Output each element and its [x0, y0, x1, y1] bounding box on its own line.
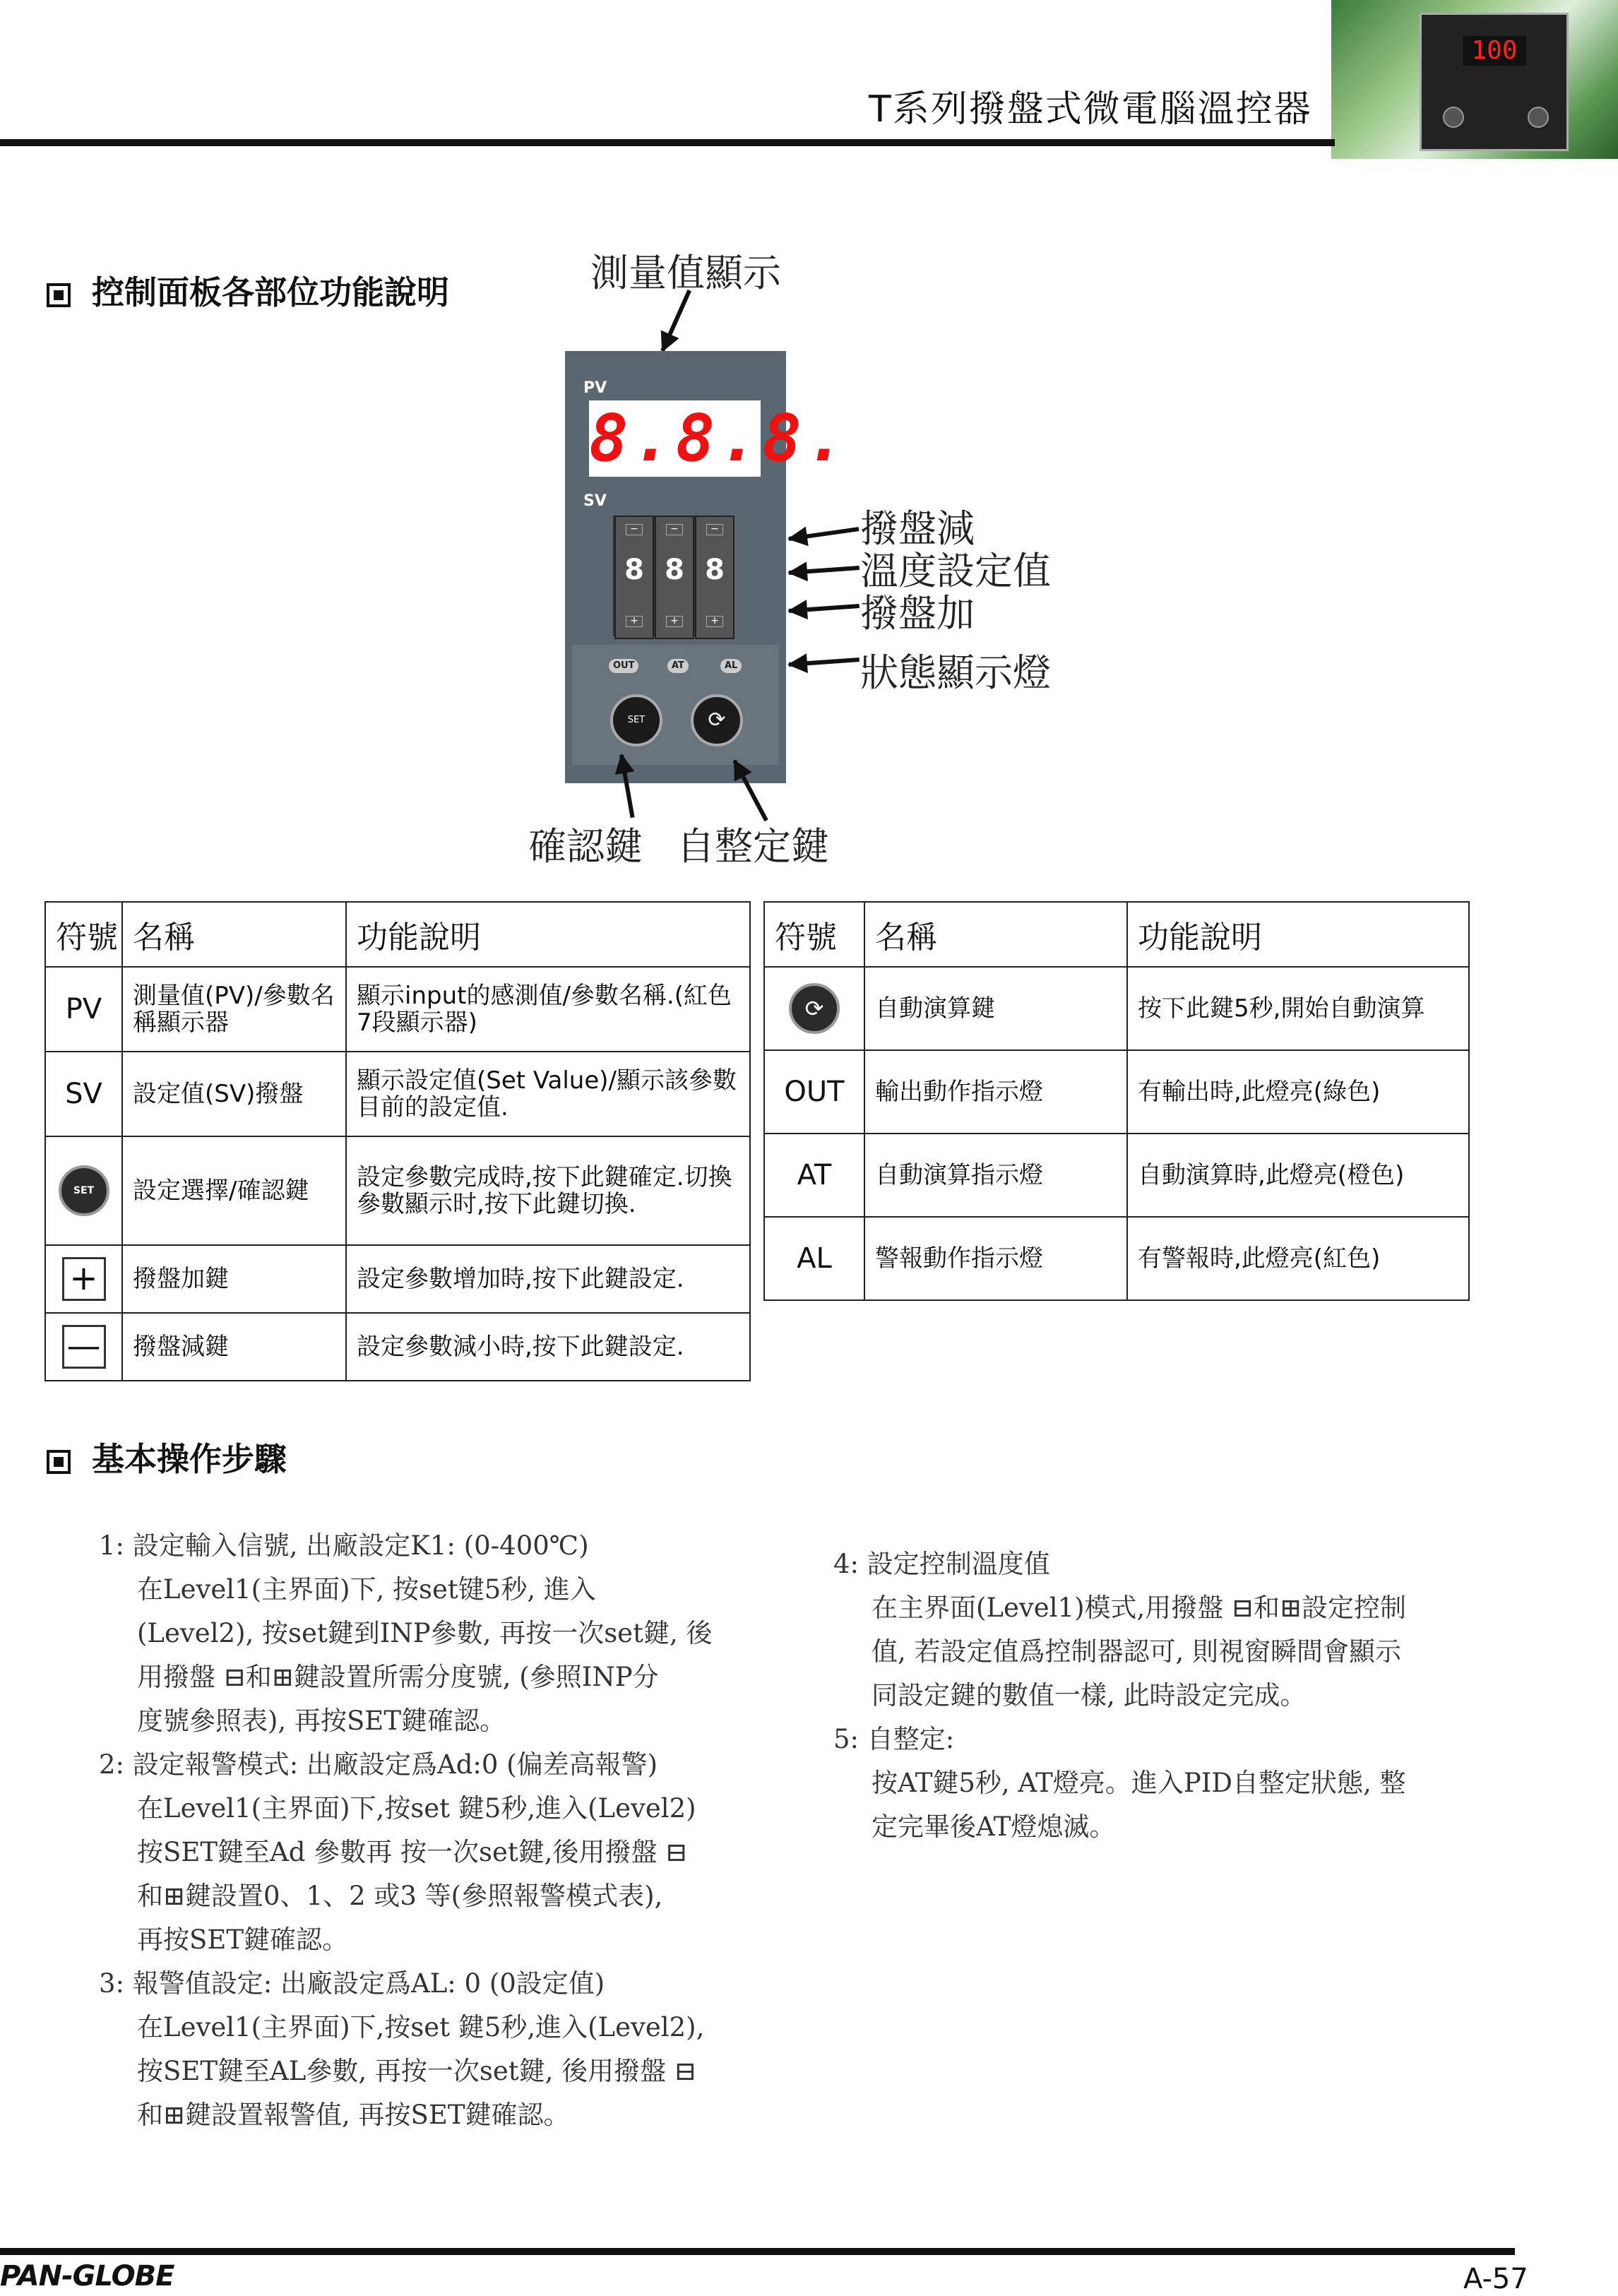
dial-plus-icon[interactable]: +	[666, 616, 683, 627]
dial-plus-icon[interactable]: +	[706, 616, 723, 627]
step-line: 度號參照表), 再按SET鍵確認。	[137, 1706, 506, 1736]
step-line: 在Level1(主界面)下, 按set键5秒, 進入	[137, 1574, 596, 1605]
symbol-cell: PV	[45, 967, 122, 1052]
sv-tag: SV	[583, 492, 607, 510]
step-line: (Level2), 按set鍵到INP參數, 再按一次set鍵, 後	[137, 1618, 713, 1648]
dial-digit: 8	[624, 554, 644, 586]
symbol-cell: AL	[764, 1217, 864, 1300]
led-al: AL	[720, 659, 742, 673]
col-header: 名稱	[122, 902, 346, 967]
table-row	[45, 1245, 750, 1313]
sv-dial[interactable]	[614, 516, 654, 639]
col-header: 功能說明	[346, 902, 750, 967]
desc-cell: 有輸出時,此燈亮(綠色)	[1127, 1050, 1469, 1134]
step-line: 值, 若設定值爲控制器認可, 則視窗瞬間會顯示	[872, 1636, 1402, 1667]
steps-left	[99, 1524, 720, 2137]
name-cell: 自動演算指示燈	[864, 1134, 1127, 1217]
steps-right	[833, 1542, 1441, 1849]
desc-cell: 設定參數增加時,按下此鍵設定.	[346, 1245, 750, 1313]
dial-digit: 8	[665, 554, 684, 586]
desc-cell: 顯示設定值(Set Value)/顯示該參數目前的設定值.	[346, 1052, 750, 1136]
table-row	[45, 1136, 750, 1245]
symbol-table-right	[763, 901, 1470, 1301]
label-dial-minus: 撥盤減	[860, 506, 975, 551]
step-line: 按SET鍵至AL參數, 再按一次set鍵, 後用撥盤 ⊟	[137, 2056, 696, 2086]
arrow-status-lights	[789, 658, 859, 667]
table-row	[764, 1134, 1469, 1217]
name-cell: 撥盤加鍵	[122, 1245, 346, 1313]
step-line: 在Level1(主界面)下,按set 鍵5秒,進入(Level2),	[137, 2012, 705, 2042]
set-key-icon: SET	[59, 1165, 109, 1216]
desc-cell: 有警報時,此燈亮(紅色)	[1127, 1217, 1469, 1300]
desc-cell: 自動演算時,此燈亮(橙色)	[1127, 1134, 1469, 1217]
label-pv-display: 測量值顯示	[590, 251, 781, 295]
name-cell: 輸出動作指示燈	[864, 1050, 1127, 1134]
product-thumbnail	[1420, 13, 1569, 151]
symbol-cell	[45, 1245, 122, 1313]
step-line: 用撥盤 ⊟和⊞鍵設置所需分度號, (參照INP分	[137, 1662, 659, 1692]
bullet-square-icon	[47, 1450, 71, 1474]
dial-plus-icon[interactable]: +	[626, 616, 643, 627]
step-line: 1: 設定輸入信號, 出廠設定K1: (0-400℃)	[99, 1530, 589, 1561]
label-autotune-key: 自整定鍵	[677, 824, 829, 869]
label-temp-setpoint: 溫度設定值	[860, 549, 1051, 593]
step-line: 2: 設定報警模式: 出廠設定爲Ad:0 (偏差高報警)	[99, 1749, 658, 1780]
step-line: 3: 報警值設定: 出廠設定爲AL: 0 (0設定值)	[99, 1968, 605, 1999]
col-header: 符號	[45, 902, 122, 967]
col-header: 功能說明	[1127, 902, 1469, 967]
name-cell: 撥盤減鍵	[122, 1313, 346, 1381]
plus-key-icon: +	[62, 1257, 106, 1301]
table-row	[45, 1052, 750, 1136]
header-rule	[0, 139, 1335, 146]
table-row	[45, 967, 750, 1052]
symbol-cell: OUT	[764, 1050, 864, 1134]
pv-tag: PV	[583, 379, 607, 397]
col-header: 符號	[764, 902, 864, 967]
name-cell: 警報動作指示燈	[864, 1217, 1127, 1300]
symbol-cell	[45, 1136, 122, 1245]
brand-logo: PAN-GLOBE	[0, 2260, 174, 2292]
set-button[interactable]: SET	[610, 694, 662, 747]
arrow-confirm-key	[619, 754, 635, 818]
footer-rule	[0, 2248, 1515, 2255]
label-confirm-key: 確認鍵	[528, 824, 643, 869]
arrow-dial-minus	[789, 527, 859, 541]
step-line: 按SET鍵至Ad 參數再 按一次set鍵,後用撥盤 ⊟	[137, 1837, 688, 1867]
step-line: 4: 設定控制溫度值	[833, 1549, 1050, 1579]
name-cell: 設定選擇/確認鍵	[122, 1136, 346, 1245]
name-cell: 測量值(PV)/參數名稱顯示器	[122, 967, 346, 1052]
arrow-pv-display	[660, 290, 691, 352]
autotune-key-icon: ⟳	[789, 983, 840, 1034]
pv-display: 8.8.8.	[589, 400, 850, 476]
step-line: 5: 自整定:	[833, 1724, 955, 1754]
desc-cell: 顯示input的感測值/參數名稱.(紅色7段顯示器)	[346, 967, 750, 1052]
step-line: 按AT鍵5秒, AT燈亮。進入PID自整定狀態, 整	[872, 1768, 1406, 1798]
dial-digit: 8	[705, 554, 725, 586]
table-row	[764, 967, 1469, 1050]
arrow-dial-plus	[789, 604, 859, 613]
dial-minus-icon[interactable]: −	[706, 524, 723, 535]
table-header-row	[764, 902, 1469, 967]
sv-dial[interactable]	[695, 516, 734, 639]
symbol-table-left	[44, 901, 751, 1381]
table-row	[764, 1217, 1469, 1300]
table-row	[764, 1050, 1469, 1134]
step-line: 和⊞鍵設置0、1、2 或3 等(參照報警模式表),	[137, 1881, 663, 1911]
desc-cell: 按下此鍵5秒,開始自動演算	[1127, 967, 1469, 1050]
autotune-button[interactable]: ⟳	[691, 694, 743, 747]
label-dial-plus: 撥盤加	[860, 591, 975, 636]
led-at: AT	[667, 659, 689, 673]
arrow-temp-setpoint	[789, 566, 859, 575]
table-header-row	[45, 902, 750, 967]
label-status-lights: 狀態顯示燈	[860, 650, 1051, 695]
controller-panel	[565, 351, 850, 783]
step-line: 在主界面(Level1)模式,用撥盤 ⊟和⊞設定控制	[872, 1593, 1407, 1623]
desc-cell: 設定參數完成時,按下此鍵確定.切換參數顯示时,按下此鍵切換.	[346, 1136, 750, 1245]
table-row	[45, 1313, 750, 1381]
step-line: 定完畢後AT燈熄滅。	[872, 1812, 1116, 1842]
sv-dial-group	[613, 516, 734, 636]
symbol-cell: SV	[45, 1052, 122, 1136]
section-title-steps: 基本操作步驟	[47, 1434, 287, 1480]
desc-cell: 設定參數減小時,按下此鍵設定.	[346, 1313, 750, 1381]
step-line: 和⊞鍵設置報警值, 再按SET鍵確認。	[137, 2100, 570, 2130]
led-out: OUT	[609, 659, 638, 673]
sv-dial[interactable]	[655, 516, 694, 639]
step-line: 在Level1(主界面)下,按set 鍵5秒,進入(Level2)	[137, 1793, 696, 1824]
bullet-square-icon	[47, 283, 71, 307]
minus-key-icon: —	[62, 1325, 106, 1369]
thumbnail-button-left	[1443, 107, 1464, 128]
symbol-cell	[764, 967, 864, 1050]
col-header: 名稱	[864, 902, 1127, 967]
dial-minus-icon[interactable]: −	[626, 524, 643, 535]
step-line: 同設定鍵的數值一樣, 此時設定完成。	[872, 1680, 1307, 1711]
thumbnail-button-right	[1528, 107, 1549, 128]
name-cell: 設定值(SV)撥盤	[122, 1052, 346, 1136]
thumbnail-display: 100	[1463, 36, 1526, 66]
symbol-cell: AT	[764, 1134, 864, 1217]
dial-minus-icon[interactable]: −	[666, 524, 683, 535]
section-title-panel: 控制面板各部位功能說明	[47, 267, 449, 314]
symbol-cell	[45, 1313, 122, 1381]
step-line: 再按SET鍵確認。	[137, 1925, 349, 1955]
page-number: A-57	[1463, 2263, 1528, 2295]
page-title: T系列撥盤式微電腦溫控器	[869, 88, 1312, 131]
button-area	[572, 645, 779, 765]
name-cell: 自動演算鍵	[864, 967, 1127, 1050]
